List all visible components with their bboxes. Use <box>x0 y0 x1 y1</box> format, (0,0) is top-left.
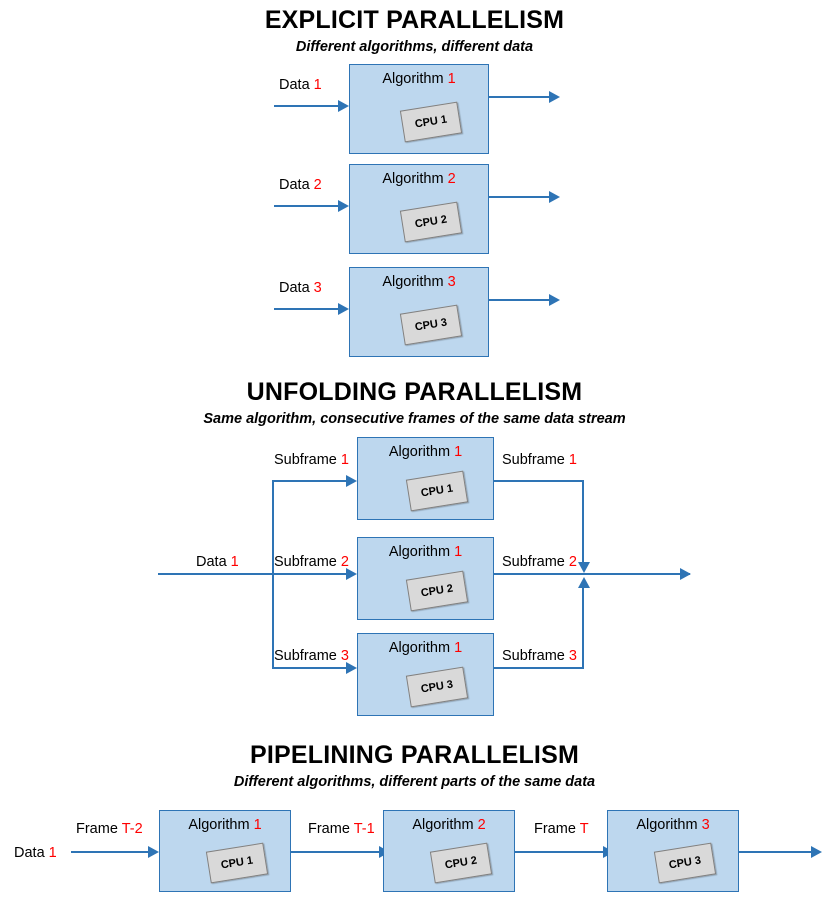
subframe-index: 2 <box>568 554 577 570</box>
algo-box-pipelining-2-label <box>384 817 514 833</box>
algo-box-pipelining-3 <box>607 810 739 892</box>
input-label-explicit-1 <box>279 77 322 93</box>
merge-arrow-unfolding-out <box>680 568 691 580</box>
algo-index: 2 <box>477 817 486 833</box>
frame-index: T-1 <box>353 821 375 837</box>
cpu-chip-explicit-1 <box>400 102 462 143</box>
cpu-chip-explicit-3 <box>400 305 462 346</box>
cpu-chip-unfolding-3 <box>406 667 468 708</box>
branch-line-unfolding-in-2 <box>272 573 346 575</box>
arrow-head-pipelining-1 <box>148 846 159 858</box>
in-label-unfolding-2 <box>274 554 349 570</box>
merge-bus-unfolding-top <box>582 480 584 565</box>
arrow-line-explicit-in-1 <box>274 105 338 107</box>
algo-box-unfolding-1-label <box>358 444 493 460</box>
subframe-word: Subframe <box>502 452 565 468</box>
algo-box-explicit-2 <box>349 164 489 254</box>
data-word: Data <box>279 280 310 296</box>
branch-arrow-unfolding-in-1 <box>346 475 357 487</box>
section-subtitle-unfolding: Same algorithm, consecutive frames of the same data stream <box>203 411 626 427</box>
arrow-head-explicit-out-1 <box>549 91 560 103</box>
subframe-index: 2 <box>340 554 349 570</box>
algo-word: Algorithm <box>412 817 474 833</box>
data-index: 1 <box>48 845 57 861</box>
algo-box-unfolding-1 <box>357 437 494 520</box>
algo-word: Algorithm <box>636 817 698 833</box>
section-title-pipelining: PIPELINING PARALLELISM <box>250 741 579 769</box>
cpu-chip-unfolding-2 <box>406 571 468 612</box>
cpu-label: CPU 2 <box>420 582 454 600</box>
algo-box-pipelining-3-label <box>608 817 738 833</box>
arrow-line-pipelining-3 <box>515 851 603 853</box>
algo-box-unfolding-3-label <box>358 640 493 656</box>
algo-index: 3 <box>447 274 456 290</box>
data-index: 1 <box>230 554 239 570</box>
cpu-chip-explicit-2 <box>400 202 462 243</box>
subframe-index: 3 <box>340 648 349 664</box>
out-label-unfolding-3 <box>502 648 577 664</box>
branch-line-unfolding-out-1 <box>494 480 584 482</box>
arrow-line-pipelining-1 <box>71 851 148 853</box>
arrow-head-explicit-in-3 <box>338 303 349 315</box>
subframe-word: Subframe <box>502 648 565 664</box>
algo-index: 2 <box>447 171 456 187</box>
branch-line-unfolding-in-3 <box>272 667 346 669</box>
arrow-head-explicit-out-2 <box>549 191 560 203</box>
stage-label-pipelining-1 <box>76 821 143 837</box>
branch-line-unfolding-out-2 <box>494 573 690 575</box>
out-label-unfolding-2 <box>502 554 577 570</box>
algo-word: Algorithm <box>382 71 444 87</box>
cpu-label: CPU 1 <box>420 482 454 500</box>
frame-word: Frame <box>76 821 118 837</box>
subframe-word: Subframe <box>274 452 337 468</box>
stage-label-pipelining-3 <box>534 821 589 837</box>
section-title-explicit: EXPLICIT PARALLELISM <box>264 6 565 34</box>
algo-box-explicit-3 <box>349 267 489 357</box>
data-word: Data <box>196 554 227 570</box>
arrow-line-explicit-out-1 <box>489 96 549 98</box>
cpu-chip-pipelining-1 <box>206 843 268 884</box>
algo-word: Algorithm <box>388 444 451 460</box>
frame-word: Frame <box>534 821 576 837</box>
algo-box-unfolding-2-label <box>358 544 493 560</box>
section-subtitle-pipelining: Different algorithms, different parts of the same data <box>233 774 596 790</box>
data-word: Data <box>279 77 310 93</box>
algo-box-explicit-1-label <box>350 71 488 87</box>
subframe-index: 1 <box>568 452 577 468</box>
branch-arrow-unfolding-in-2 <box>346 568 357 580</box>
algo-index: 3 <box>701 817 710 833</box>
subframe-word: Subframe <box>502 554 565 570</box>
algo-index: 1 <box>454 640 463 656</box>
cpu-label: CPU 1 <box>220 854 254 872</box>
in-label-unfolding-1 <box>274 452 349 468</box>
subframe-word: Subframe <box>274 554 337 570</box>
algo-box-explicit-2-label <box>350 171 488 187</box>
algo-word: Algorithm <box>388 544 451 560</box>
arrow-line-pipelining-2 <box>291 851 379 853</box>
arrow-head-explicit-out-3 <box>549 294 560 306</box>
input-label-pipelining <box>14 845 57 861</box>
cpu-label: CPU 3 <box>420 678 454 696</box>
data-index: 1 <box>313 77 322 93</box>
branch-line-unfolding-in-1 <box>272 480 346 482</box>
arrow-head-pipelining-out <box>811 846 822 858</box>
cpu-label: CPU 3 <box>668 854 702 872</box>
cpu-label: CPU 2 <box>444 854 478 872</box>
algo-word: Algorithm <box>188 817 250 833</box>
algo-box-unfolding-2 <box>357 537 494 620</box>
in-label-unfolding-3 <box>274 648 349 664</box>
cpu-chip-pipelining-3 <box>654 843 716 884</box>
cpu-chip-pipelining-2 <box>430 843 492 884</box>
subframe-index: 3 <box>568 648 577 664</box>
algo-box-pipelining-1 <box>159 810 291 892</box>
cpu-label: CPU 3 <box>414 316 448 334</box>
cpu-label: CPU 2 <box>414 213 448 231</box>
algo-index: 1 <box>454 544 463 560</box>
frame-word: Frame <box>308 821 350 837</box>
data-word: Data <box>279 177 310 193</box>
merge-arrow-unfolding-top <box>578 562 590 573</box>
algo-index: 1 <box>447 71 456 87</box>
algo-word: Algorithm <box>388 640 451 656</box>
cpu-label: CPU 1 <box>414 113 448 131</box>
frame-index: T <box>579 821 589 837</box>
out-label-unfolding-1 <box>502 452 577 468</box>
input-label-unfolding <box>196 554 239 570</box>
arrow-head-explicit-in-2 <box>338 200 349 212</box>
frame-index: T-2 <box>121 821 143 837</box>
data-word: Data <box>14 845 45 861</box>
algo-box-pipelining-1-label <box>160 817 290 833</box>
algo-box-explicit-3-label <box>350 274 488 290</box>
data-index: 3 <box>313 280 322 296</box>
cpu-chip-unfolding-1 <box>406 471 468 512</box>
section-title-unfolding: UNFOLDING PARALLELISM <box>246 378 583 406</box>
arrow-head-explicit-in-1 <box>338 100 349 112</box>
merge-arrow-unfolding-bottom <box>578 577 590 588</box>
algo-index: 1 <box>454 444 463 460</box>
input-label-explicit-2 <box>279 177 322 193</box>
data-index: 2 <box>313 177 322 193</box>
branch-line-unfolding-out-3 <box>494 667 584 669</box>
section-subtitle-explicit: Different algorithms, different data <box>295 39 534 55</box>
arrow-line-explicit-out-3 <box>489 299 549 301</box>
subframe-index: 1 <box>340 452 349 468</box>
algo-box-pipelining-2 <box>383 810 515 892</box>
algo-index: 1 <box>253 817 262 833</box>
arrow-line-pipelining-out <box>739 851 811 853</box>
input-label-explicit-3 <box>279 280 322 296</box>
merge-bus-unfolding-bottom <box>582 585 584 669</box>
arrow-line-explicit-in-2 <box>274 205 338 207</box>
algo-box-unfolding-3 <box>357 633 494 716</box>
subframe-word: Subframe <box>274 648 337 664</box>
arrow-line-explicit-out-2 <box>489 196 549 198</box>
trunk-line-unfolding-in <box>158 573 273 575</box>
algo-box-explicit-1 <box>349 64 489 154</box>
algo-word: Algorithm <box>382 274 444 290</box>
algo-word: Algorithm <box>382 171 444 187</box>
arrow-line-explicit-in-3 <box>274 308 338 310</box>
branch-arrow-unfolding-in-3 <box>346 662 357 674</box>
stage-label-pipelining-2 <box>308 821 375 837</box>
